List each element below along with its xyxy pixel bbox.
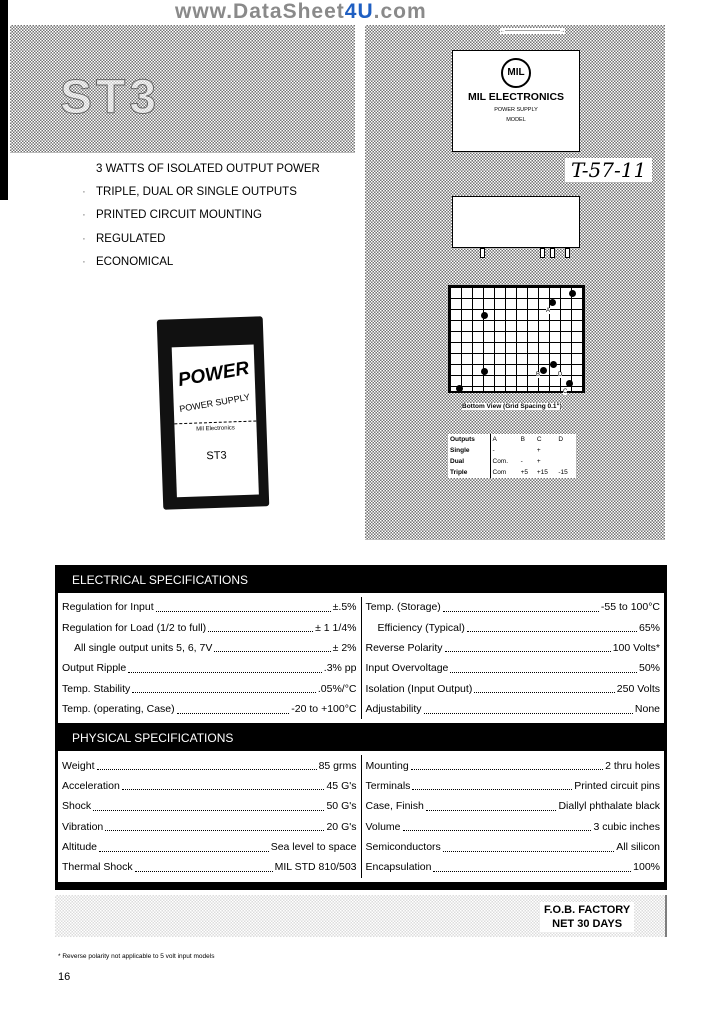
brand-name: MIL ELECTRONICS <box>467 91 565 103</box>
spec-value: 85 grms <box>318 759 357 772</box>
spec-label: Input Overvoltage <box>365 662 449 675</box>
table-cell: +5 <box>520 469 529 476</box>
spec-column-left <box>58 755 361 877</box>
terms-line: NET 30 DAYS <box>552 918 623 930</box>
spec-label: Adjustability <box>365 703 422 716</box>
spec-label: Reverse Polarity <box>365 641 443 654</box>
feature-text: REGULATED <box>96 233 166 245</box>
spec-value: -55 to 100°C <box>600 601 660 614</box>
table-row <box>448 467 576 478</box>
leader-dots <box>433 863 631 872</box>
spec-row <box>366 617 661 637</box>
spec-value: ± 2% <box>332 641 357 654</box>
electrical-specs <box>58 593 664 723</box>
terms-box <box>540 902 634 932</box>
series-title: ST3 <box>60 71 161 124</box>
spec-value: 100% <box>633 861 660 874</box>
bullet: · <box>82 256 86 268</box>
spec-label: Regulation for Input <box>62 601 154 614</box>
leader-dots <box>128 664 322 673</box>
table-cell: A <box>492 436 497 443</box>
spec-value: 250 Volts <box>616 682 660 695</box>
leader-dots <box>424 705 633 714</box>
pin <box>540 248 545 258</box>
leader-dots <box>214 643 330 652</box>
spec-value: ±.5% <box>332 601 357 614</box>
spec-value: .3% pp <box>323 662 357 675</box>
spec-row <box>366 699 661 719</box>
spec-label: Case, Finish <box>365 800 424 813</box>
pin-dot <box>456 385 463 392</box>
bullet: · <box>82 209 86 221</box>
spec-row <box>366 776 661 796</box>
spec-row <box>62 776 357 796</box>
spec-value: Sea level to space <box>270 841 357 854</box>
spec-row <box>62 679 357 699</box>
handwritten-note: T-57-11 <box>565 158 652 182</box>
product-photo <box>157 316 270 510</box>
leader-dots <box>467 623 637 632</box>
spec-value: None <box>634 703 660 716</box>
table-cell: Com <box>492 469 507 476</box>
spec-value: Diallyl phthalate black <box>558 800 660 813</box>
table-cell: - <box>520 458 523 465</box>
leader-dots <box>99 843 269 852</box>
spec-row <box>62 658 357 678</box>
feature-text: ECONOMICAL <box>96 256 174 268</box>
spec-row <box>366 658 661 678</box>
spec-row <box>366 597 661 617</box>
footnote: * Reverse polarity not applicable to 5 volt input models <box>58 953 215 960</box>
physical-specs-heading: PHYSICAL SPECIFICATIONS <box>72 731 234 746</box>
top-view-drawing <box>452 50 580 152</box>
spec-label: Altitude <box>62 841 98 854</box>
product-headline: POWER <box>176 357 251 392</box>
spec-label: Vibration <box>62 820 104 833</box>
spec-label: Temp. (Storage) <box>365 601 441 614</box>
table-cell: Triple <box>448 467 490 478</box>
spec-value: Printed circuit pins <box>574 779 660 792</box>
spec-value: 3 cubic inches <box>593 820 660 833</box>
product-maker: Mil Electronics <box>174 420 256 433</box>
feature-text: PRINTED CIRCUIT MOUNTING <box>96 209 262 221</box>
table-cell <box>519 445 535 456</box>
spec-column-right <box>361 597 665 719</box>
feature-text: 3 WATTS OF ISOLATED OUTPUT POWER <box>96 163 320 175</box>
spec-value: 50% <box>638 662 660 675</box>
spec-label: Regulation for Load (1/2 to full) <box>62 621 207 634</box>
spec-value: -20 to +100°C <box>291 703 357 716</box>
leader-dots <box>93 802 324 811</box>
plate-line: MODEL <box>506 117 526 123</box>
table-cell: Dual <box>448 456 490 467</box>
leader-dots <box>411 761 603 770</box>
pin <box>550 248 555 258</box>
table-cell <box>556 456 575 467</box>
leader-dots <box>474 684 614 693</box>
pin <box>480 248 485 258</box>
bottom-view-grid <box>448 285 585 393</box>
feature-text: TRIPLE, DUAL OR SINGLE OUTPUTS <box>96 186 297 198</box>
table-cell: B <box>520 436 525 443</box>
watermark-text: www.DataSheet <box>175 0 345 23</box>
spec-row <box>366 755 661 775</box>
spec-label: Terminals <box>365 779 411 792</box>
pin-dot <box>481 368 488 375</box>
spec-value: 2 thru holes <box>605 759 660 772</box>
table-cell: C <box>536 436 542 443</box>
leader-dots <box>412 781 572 790</box>
spec-row <box>62 857 357 877</box>
leader-dots <box>426 802 557 811</box>
leader-dots <box>403 822 592 831</box>
grid-caption: Bottom View (Grid Spacing 0.1") <box>462 403 562 410</box>
spec-label: Output Ripple <box>62 662 127 675</box>
side-view-drawing <box>452 196 580 248</box>
spec-row <box>62 617 357 637</box>
feature-item <box>82 256 173 268</box>
spec-value: 100 Volts* <box>612 641 660 654</box>
feature-item <box>82 233 165 245</box>
bullet: · <box>82 186 86 198</box>
product-model: ST3 <box>206 449 227 463</box>
pin-dot <box>481 312 488 319</box>
specifications-box <box>55 565 667 890</box>
table-row <box>448 456 576 467</box>
table-cell: Com. <box>492 458 509 465</box>
leader-dots <box>97 761 317 770</box>
spec-label: Efficiency (Typical) <box>377 621 465 634</box>
leader-dots <box>208 623 313 632</box>
spec-row <box>62 755 357 775</box>
spec-value: 20 G's <box>326 820 357 833</box>
spec-row <box>62 638 357 658</box>
table-cell: Single <box>448 445 490 456</box>
spec-row <box>366 638 661 658</box>
spec-value: .05%/°C <box>317 682 357 695</box>
table-cell: Outputs <box>448 434 490 445</box>
spec-label: Volume <box>365 820 401 833</box>
leader-dots <box>105 822 324 831</box>
table-cell: + <box>536 458 541 465</box>
spec-row <box>366 796 661 816</box>
pin-label: D <box>558 372 563 378</box>
leader-dots <box>156 603 331 612</box>
table-cell <box>556 445 575 456</box>
pin-label: B <box>536 372 541 378</box>
watermark-highlight: 4U <box>344 0 374 23</box>
pin-dot <box>569 290 576 297</box>
spec-label: Temp. (operating, Case) <box>62 703 175 716</box>
spec-row <box>62 597 357 617</box>
bullet <box>82 163 88 175</box>
product-label <box>172 345 259 498</box>
spec-value: MIL STD 810/503 <box>274 861 357 874</box>
dimension-line: ←———————————→ <box>500 28 565 34</box>
spec-value: ± 1 1/4% <box>315 621 357 634</box>
page-number: 16 <box>58 971 71 983</box>
plate-line: POWER SUPPLY <box>494 107 538 113</box>
watermark <box>175 0 427 24</box>
spec-label: Weight <box>62 759 95 772</box>
table-row <box>448 445 576 456</box>
spec-label: Encapsulation <box>365 861 432 874</box>
pin-label: C <box>563 389 568 395</box>
spec-label: Shock <box>62 800 92 813</box>
leader-dots <box>135 863 273 872</box>
leader-dots <box>445 643 611 652</box>
table-cell: -15 <box>558 469 568 476</box>
terms-line: F.O.B. FACTORY <box>544 904 631 916</box>
pin <box>565 248 570 258</box>
spec-value: 45 G's <box>326 779 357 792</box>
spec-column-right <box>361 755 665 877</box>
table-cell: D <box>558 436 564 443</box>
pin-label: A <box>546 308 551 314</box>
mil-logo: MIL <box>501 58 531 88</box>
table-cell: + <box>536 447 541 454</box>
spec-value: All silicon <box>616 841 660 854</box>
pin-dot <box>549 299 556 306</box>
feature-item <box>82 186 297 198</box>
spec-row <box>366 837 661 857</box>
spec-row <box>366 857 661 877</box>
spec-label: Semiconductors <box>365 841 441 854</box>
spec-row <box>62 796 357 816</box>
table-cell: - <box>492 447 495 454</box>
watermark-suffix: .com <box>373 0 427 23</box>
leader-dots <box>132 684 316 693</box>
output-pin-table <box>448 434 576 478</box>
leader-dots <box>443 603 599 612</box>
spec-label: Thermal Shock <box>62 861 133 874</box>
physical-specs <box>58 751 664 881</box>
spec-row <box>366 679 661 699</box>
pin-dot <box>550 361 557 368</box>
spec-row <box>62 699 357 719</box>
leader-dots <box>443 843 614 852</box>
electrical-specs-heading: ELECTRICAL SPECIFICATIONS <box>72 573 249 587</box>
spec-row <box>366 817 661 837</box>
table-cell: +15 <box>536 469 548 476</box>
spec-label: All single output units 5, 6, 7V <box>74 641 213 654</box>
spec-value: 50 G's <box>326 800 357 813</box>
leader-dots <box>450 664 637 673</box>
spec-label: Isolation (Input Output) <box>365 682 473 695</box>
bullet: · <box>82 233 86 245</box>
feature-item <box>82 163 320 175</box>
spec-label: Acceleration <box>62 779 120 792</box>
spec-row <box>62 837 357 857</box>
spec-label: Temp. Stability <box>62 682 131 695</box>
pin-dot <box>566 380 573 387</box>
leader-dots <box>122 781 325 790</box>
spec-column-left <box>58 597 361 719</box>
table-header-row <box>448 434 576 445</box>
scan-edge <box>0 0 8 200</box>
leader-dots <box>177 705 290 714</box>
pin-dot <box>540 367 547 374</box>
feature-item <box>82 209 262 221</box>
product-subtitle: POWER SUPPLY <box>178 391 251 415</box>
spec-value: 65% <box>638 621 660 634</box>
spec-row <box>62 817 357 837</box>
spec-label: Mounting <box>365 759 409 772</box>
